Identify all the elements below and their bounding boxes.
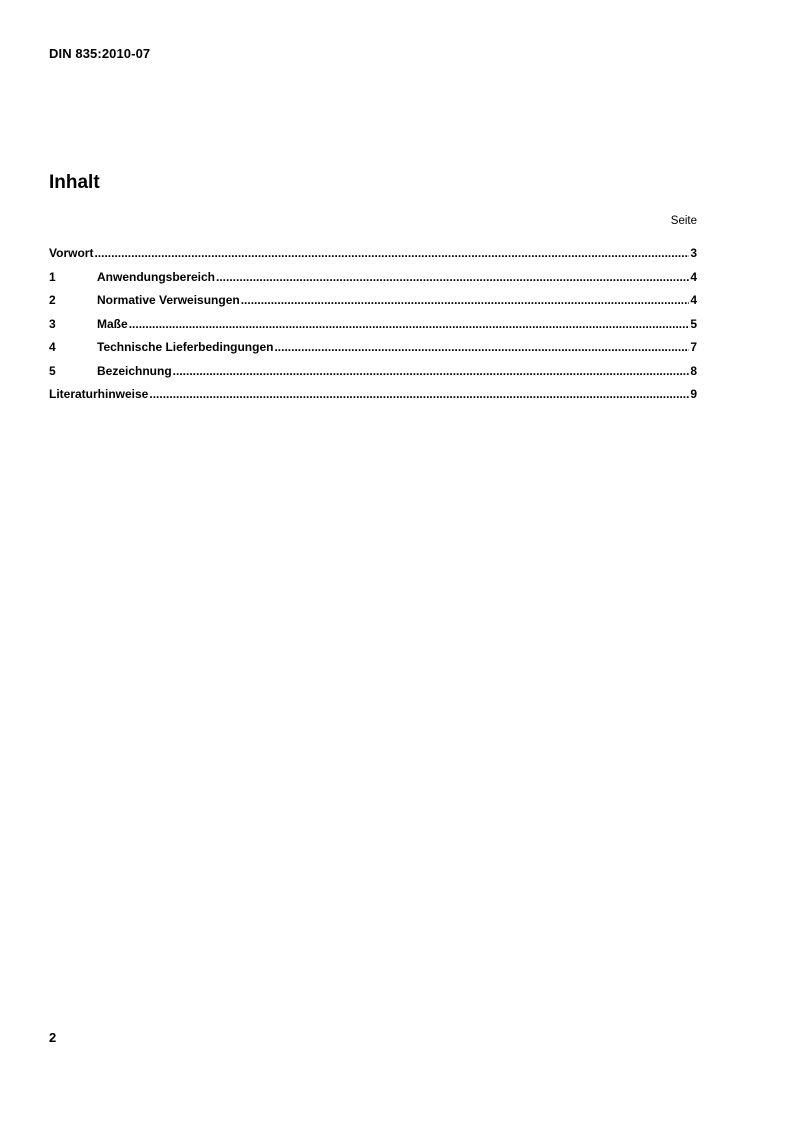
toc-entry-technische-lieferbedingungen[interactable] — [49, 340, 697, 364]
toc-leader-dots — [129, 317, 690, 331]
toc-entry-literaturhinweise[interactable] — [49, 387, 697, 411]
toc-entry-masse[interactable] — [49, 317, 697, 341]
toc-entry-page: 4 — [690, 269, 697, 284]
toc-entry-text: Anwendungsbereich — [97, 269, 216, 284]
toc-entry-normative-verweisungen[interactable] — [49, 293, 697, 317]
toc-entry-page: 7 — [690, 340, 697, 354]
toc-leader-dots — [94, 246, 689, 260]
toc-entry-page: 4 — [690, 293, 697, 307]
toc-entry-page: 9 — [690, 387, 697, 401]
toc-entry-number: 1 — [49, 269, 56, 284]
document-id: DIN 835:2010-07 — [49, 46, 151, 61]
page-number: 2 — [49, 1030, 57, 1045]
toc-title: Inhalt — [49, 172, 100, 193]
toc-entry-text: Normative Verweisungen — [97, 293, 240, 307]
toc-entry-number: 3 — [49, 316, 56, 331]
toc-entry-text: Maße — [97, 316, 128, 331]
table-of-contents — [49, 246, 697, 411]
toc-entry-text: Technische Lieferbedingungen — [97, 340, 274, 354]
toc-entry-text: Bezeichnung — [97, 363, 172, 378]
toc-entry-page: 3 — [690, 246, 697, 260]
toc-leader-dots — [173, 364, 690, 378]
toc-entry-number: 2 — [49, 293, 56, 307]
toc-entry-bezeichnung[interactable] — [49, 364, 697, 388]
toc-leader-dots — [149, 387, 689, 401]
toc-entry-text: Vorwort — [49, 246, 94, 260]
toc-entry-vorwort[interactable] — [49, 246, 697, 270]
toc-entry-text: Literaturhinweise — [49, 387, 149, 401]
toc-entry-number: 4 — [49, 340, 56, 354]
toc-entry-page: 5 — [690, 316, 697, 331]
toc-entry-anwendungsbereich[interactable] — [49, 270, 697, 294]
toc-entry-number: 5 — [49, 363, 56, 378]
page-column-label: Seite — [670, 215, 697, 227]
toc-leader-dots — [216, 270, 689, 284]
toc-entry-page: 8 — [690, 363, 697, 378]
toc-leader-dots — [274, 340, 689, 354]
toc-leader-dots — [241, 293, 690, 307]
